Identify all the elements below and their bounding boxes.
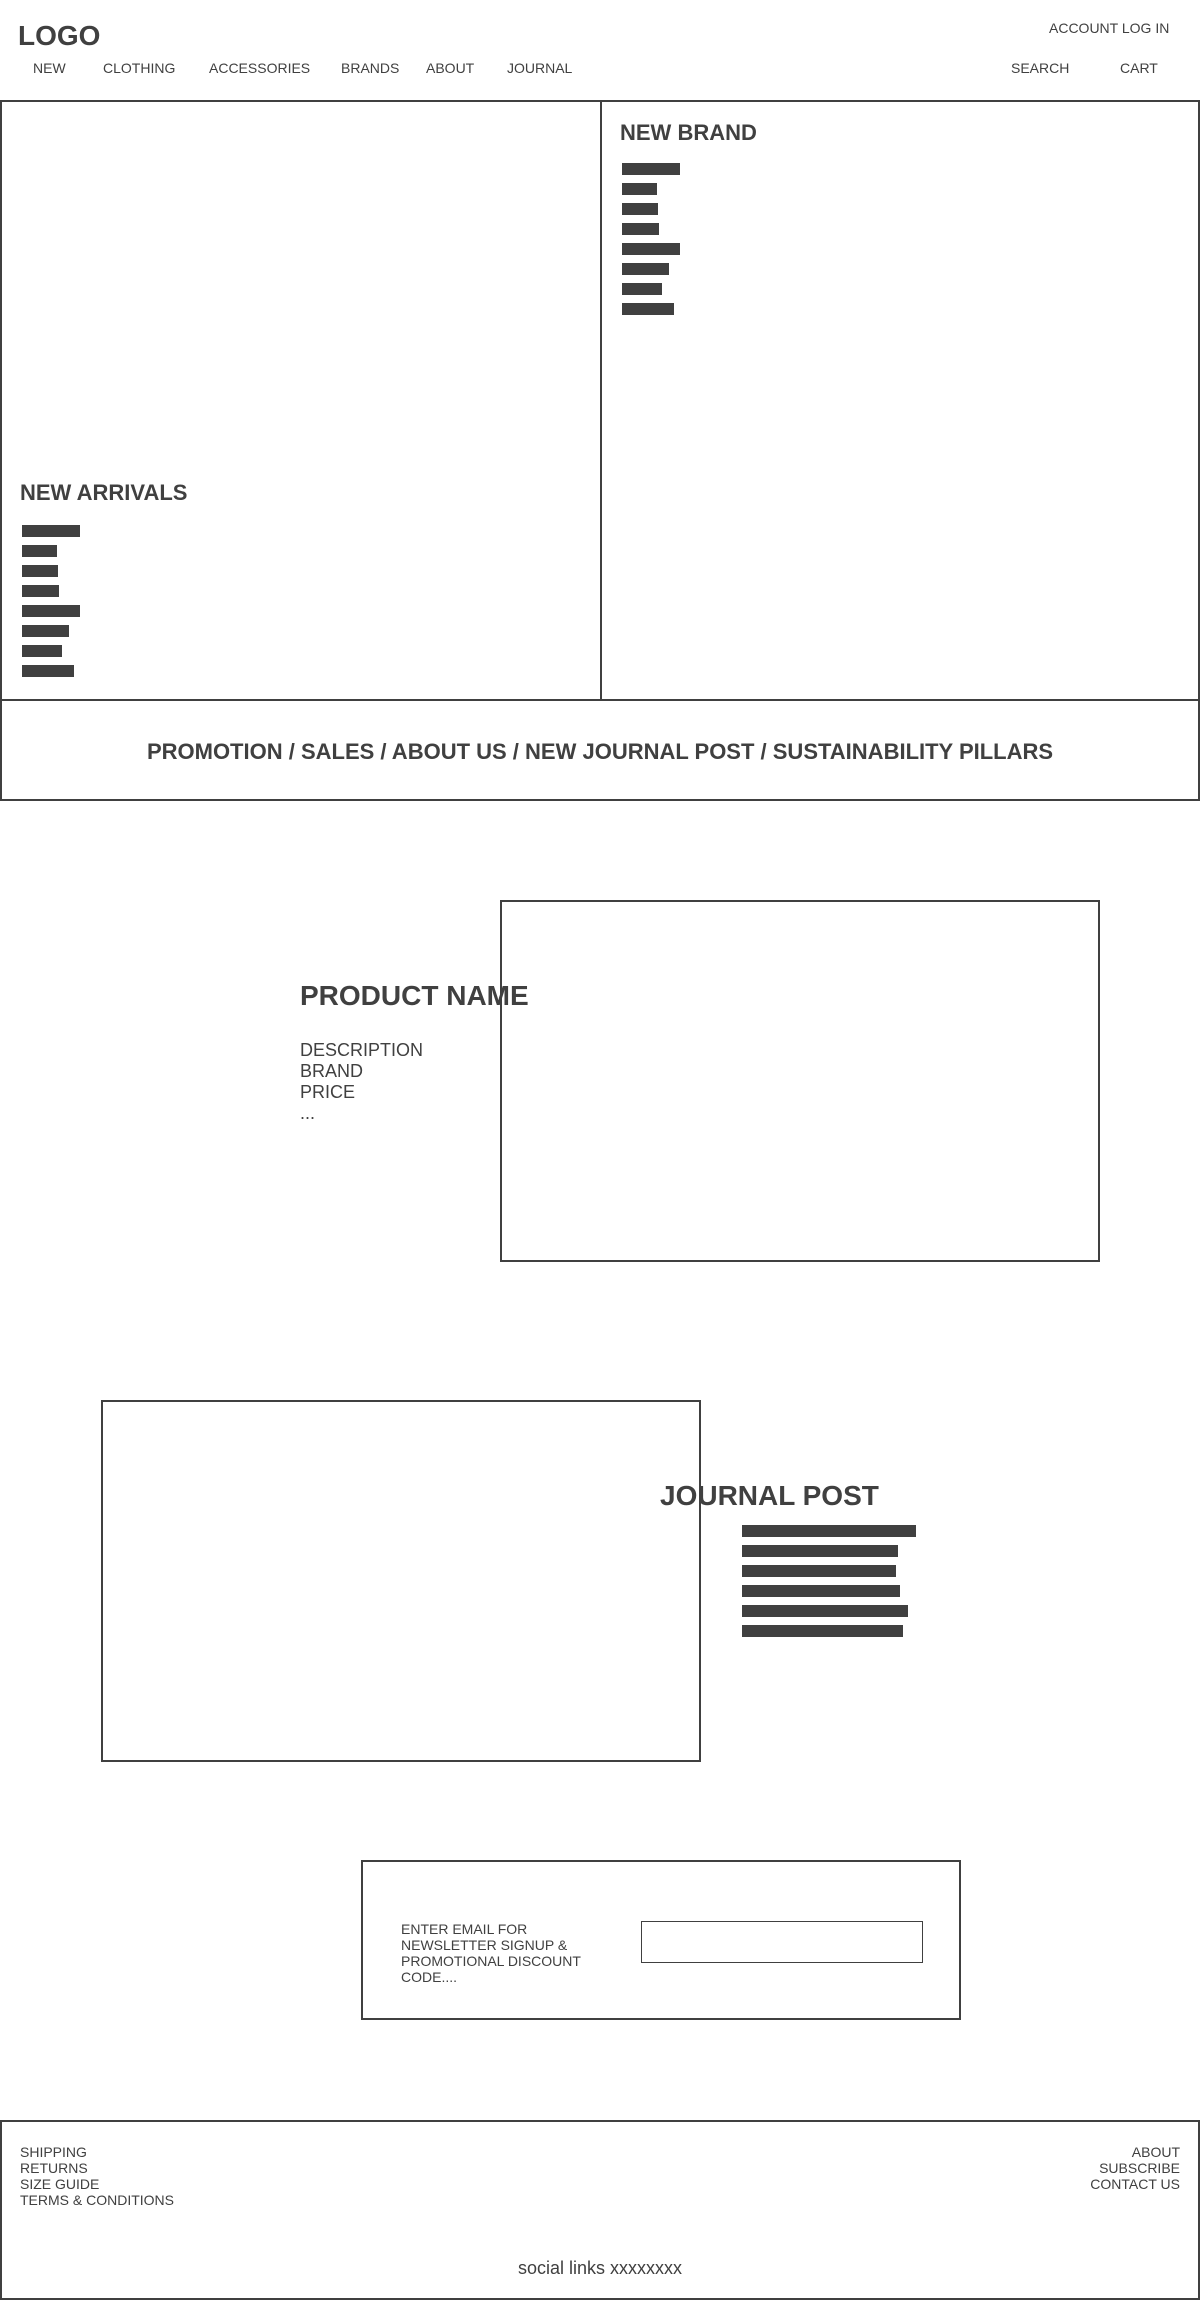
product-price: PRICE: [300, 1082, 356, 1102]
text-placeholder-bar: [622, 183, 657, 195]
promo-banner[interactable]: [0, 699, 1200, 801]
nav-item-clothing[interactable]: CLOTHING: [103, 60, 176, 76]
promo-text: PROMOTION / SALES / ABOUT US / NEW JOURNAL POST / SUSTAINABILITY PILLARS: [146, 739, 1054, 764]
text-placeholder-bar: [22, 665, 74, 677]
text-placeholder-bar: [22, 625, 69, 637]
newsletter-panel: [361, 1860, 961, 2020]
account-login-link[interactable]: ACCOUNT LOG IN: [1049, 20, 1170, 36]
footer-right-links: [1090, 2144, 1180, 2192]
new-brand-panel[interactable]: [600, 100, 1200, 701]
footer-left-links: [20, 2144, 174, 2208]
footer-link-returns[interactable]: RETURNS: [20, 2160, 88, 2176]
newsletter-label: ENTER EMAIL FOR NEWSLETTER SIGNUP & PROMOTIONAL DISCOUNT CODE....: [401, 1921, 581, 1985]
text-placeholder-bar: [622, 203, 658, 215]
footer: [0, 2120, 1200, 2300]
text-placeholder-bar: [622, 283, 662, 295]
text-placeholder-bar: [622, 263, 669, 275]
new-brand-title: NEW BRAND: [620, 120, 757, 145]
text-placeholder-bar: [22, 545, 57, 557]
footer-link-terms[interactable]: TERMS & CONDITIONS: [20, 2192, 175, 2208]
product-image[interactable]: [500, 900, 1100, 1262]
text-placeholder-bar: [22, 605, 80, 617]
new-arrivals-title: NEW ARRIVALS: [20, 480, 188, 505]
cart-link[interactable]: CART: [1120, 60, 1158, 76]
text-placeholder-bar: [622, 223, 659, 235]
journal-image[interactable]: [101, 1400, 701, 1762]
text-placeholder-bar: [742, 1565, 896, 1577]
text-placeholder-bar: [22, 645, 62, 657]
text-placeholder-bar: [742, 1605, 908, 1617]
newsletter-email-input[interactable]: [641, 1921, 923, 1963]
text-placeholder-bar: [742, 1545, 898, 1557]
footer-link-contact[interactable]: CONTACT US: [1090, 2176, 1180, 2192]
text-placeholder-bar: [622, 243, 680, 255]
text-placeholder-bar: [22, 525, 80, 537]
footer-link-shipping[interactable]: SHIPPING: [20, 2144, 87, 2160]
text-placeholder-bar: [742, 1585, 900, 1597]
nav-item-new[interactable]: NEW: [33, 60, 66, 76]
social-links[interactable]: social links xxxxxxxx: [517, 2258, 683, 2278]
nav-item-accessories[interactable]: ACCESSORIES: [209, 60, 311, 76]
text-placeholder-bar: [22, 585, 59, 597]
search-link[interactable]: SEARCH: [1011, 60, 1070, 76]
product-details: [300, 1040, 423, 1124]
new-arrivals-panel[interactable]: [0, 100, 602, 701]
text-placeholder-bar: [622, 163, 680, 175]
nav-item-about[interactable]: ABOUT: [426, 60, 475, 76]
footer-link-subscribe[interactable]: SUBSCRIBE: [1099, 2160, 1180, 2176]
text-placeholder-bar: [742, 1525, 916, 1537]
text-placeholder-bar: [22, 565, 58, 577]
text-placeholder-bar: [742, 1625, 903, 1637]
footer-link-size-guide[interactable]: SIZE GUIDE: [20, 2176, 100, 2192]
footer-link-about[interactable]: ABOUT: [1131, 2144, 1180, 2160]
nav-item-journal[interactable]: JOURNAL: [507, 60, 573, 76]
text-placeholder-bar: [622, 303, 674, 315]
journal-post-title[interactable]: JOURNAL POST: [660, 1480, 879, 1511]
product-brand: BRAND: [300, 1061, 364, 1081]
product-more: ...: [300, 1103, 316, 1123]
product-description: DESCRIPTION: [300, 1040, 424, 1060]
product-name[interactable]: PRODUCT NAME: [300, 980, 529, 1011]
logo[interactable]: LOGO: [18, 20, 101, 51]
nav-item-brands[interactable]: BRANDS: [341, 60, 400, 76]
